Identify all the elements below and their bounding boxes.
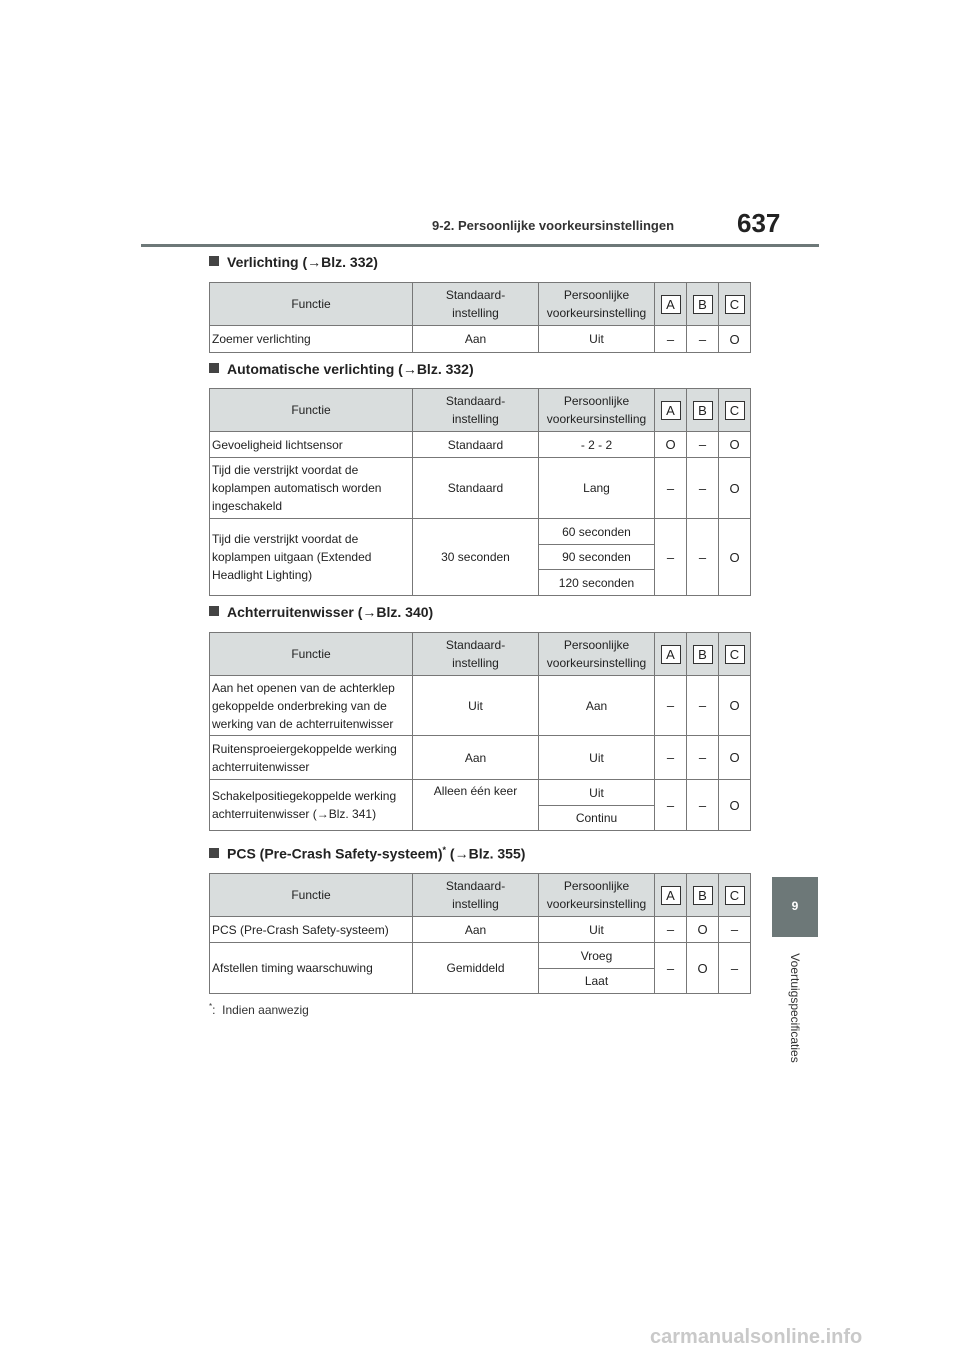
cell-b: O [687,943,719,994]
cell-a: – [655,736,687,780]
section-heading-pcs: PCS (Pre-Crash Safety-systeem)* (→Blz. 355) [209,845,525,862]
cell-b: – [687,676,719,736]
cell-c: O [719,458,751,519]
col-functie: Functie [210,874,413,917]
cell-persoonlijk-option: Uit [539,780,655,806]
cell-persoonlijk: Lang [539,458,655,519]
cell-functie: PCS (Pre-Crash Safety-systeem) [210,917,413,943]
cell-standaard: Alleen één keer [413,780,539,831]
cell-c: O [719,780,751,831]
table-row [210,943,751,969]
cell-persoonlijk-option: 60 seconden [539,519,655,545]
cell-persoonlijk-option: Vroeg [539,943,655,969]
table-row [210,519,751,545]
cell-functie: Schakelpositiegekoppelde werking achterruitenwisser (→Blz. 341) [210,780,413,831]
cell-b: – [687,736,719,780]
letter-a-box: A [661,886,681,905]
cell-standaard: Uit [413,676,539,736]
letter-a-box: A [661,645,681,664]
watermark-text: carmanualsonline.info [650,1326,863,1348]
col-persoonlijk: Persoonlijke voorkeursinstelling [539,283,655,326]
cell-functie: Afstellen timing waarschuwing [210,943,413,994]
col-functie: Functie [210,633,413,676]
cell-standaard: Aan [413,326,539,353]
chapter-tab-number: 9 [791,899,799,913]
table-row [210,736,751,780]
cell-standaard: 30 seconden [413,519,539,596]
square-bullet-icon [209,256,219,266]
section-heading-verlichting: Verlichting (→Blz. 332) [209,254,378,270]
col-persoonlijk: Persoonlijke voorkeursinstelling [539,874,655,917]
cell-persoonlijk: Aan [539,676,655,736]
col-b [687,633,719,676]
cell-persoonlijk-option: Laat [539,969,655,994]
letter-c-box: C [725,645,745,664]
cell-c: O [719,736,751,780]
cell-a: – [655,780,687,831]
cell-a: O [655,432,687,458]
cell-persoonlijk: - 2 - 2 [539,432,655,458]
letter-b-box: B [693,295,713,314]
cell-persoonlijk-option: Continu [539,806,655,831]
cell-standaard: Aan [413,736,539,780]
table-header-row [210,283,751,326]
col-c [719,389,751,432]
section-heading-achterruitenwisser: Achterruitenwisser (→Blz. 340) [209,604,433,620]
footnote: *: Indien aanwezig [209,1002,309,1017]
header-divider [141,244,819,247]
col-b [687,283,719,326]
col-b [687,874,719,917]
cell-standaard: Standaard [413,458,539,519]
col-a [655,874,687,917]
cell-persoonlijk: Uit [539,736,655,780]
col-standaard: Standaard- instelling [413,389,539,432]
cell-standaard: Aan [413,917,539,943]
cell-c: O [719,326,751,353]
table-row [210,432,751,458]
col-functie: Functie [210,389,413,432]
col-a [655,389,687,432]
cell-standaard: Gemiddeld [413,943,539,994]
col-c [719,283,751,326]
section-header-title: 9-2. Persoonlijke voorkeursinstellingen [432,218,675,233]
table-row [210,676,751,736]
letter-a-box: A [661,295,681,314]
cell-persoonlijk-option: 120 seconden [539,570,655,596]
cell-c: – [719,917,751,943]
cell-functie: Zoemer verlichting [210,326,413,353]
table-achterruitenwisser [209,632,751,831]
page-number: 637 [737,208,781,238]
cell-b: – [687,432,719,458]
cell-c: O [719,432,751,458]
cell-a: – [655,943,687,994]
col-c [719,633,751,676]
chapter-tab [772,877,818,937]
table-row [210,326,751,353]
letter-c-box: C [725,401,745,420]
col-persoonlijk: Persoonlijke voorkeursinstelling [539,389,655,432]
cell-persoonlijk: Uit [539,326,655,353]
letter-b-box: B [693,401,713,420]
col-standaard: Standaard- instelling [413,633,539,676]
cell-a: – [655,676,687,736]
cell-functie: Aan het openen van de achterklep gekoppelde onderbreking van de werking van de achterruitenwisser [210,676,413,736]
table-automatische-verlichting [209,388,751,596]
chapter-side-label: Voertuigspecificaties [788,953,802,1063]
col-a [655,633,687,676]
section-heading-automatische-verlichting: Automatische verlichting (→Blz. 332) [209,361,474,377]
cell-c: – [719,943,751,994]
cell-a: – [655,326,687,353]
letter-c-box: C [725,295,745,314]
table-pcs [209,873,751,994]
letter-b-box: B [693,645,713,664]
col-persoonlijk: Persoonlijke voorkeursinstelling [539,633,655,676]
cell-b: – [687,326,719,353]
cell-functie: Tijd die verstrijkt voordat de koplampen automatisch worden ingeschakeld [210,458,413,519]
letter-c-box: C [725,886,745,905]
letter-a-box: A [661,401,681,420]
square-bullet-icon [209,848,219,858]
square-bullet-icon [209,606,219,616]
cell-a: – [655,917,687,943]
square-bullet-icon [209,363,219,373]
cell-b: – [687,780,719,831]
cell-functie: Ruitensproeiergekoppelde werking achterruitenwisser [210,736,413,780]
cell-a: – [655,519,687,596]
table-verlichting [209,282,751,353]
cell-b: – [687,458,719,519]
cell-functie: Tijd die verstrijkt voordat de koplampen uitgaan (Extended Headlight Lighting) [210,519,413,596]
col-standaard: Standaard- instelling [413,874,539,917]
table-header-row [210,874,751,917]
cell-persoonlijk: Uit [539,917,655,943]
table-row [210,917,751,943]
cell-c: O [719,519,751,596]
col-standaard: Standaard- instelling [413,283,539,326]
col-a [655,283,687,326]
table-header-row [210,633,751,676]
col-functie: Functie [210,283,413,326]
cell-b: O [687,917,719,943]
cell-standaard: Standaard [413,432,539,458]
table-header-row [210,389,751,432]
cell-b: – [687,519,719,596]
cell-persoonlijk-option: 90 seconden [539,545,655,570]
col-c [719,874,751,917]
letter-b-box: B [693,886,713,905]
cell-a: – [655,458,687,519]
table-row [210,458,751,519]
cell-functie: Gevoeligheid lichtsensor [210,432,413,458]
table-row [210,780,751,806]
col-b [687,389,719,432]
cell-c: O [719,676,751,736]
